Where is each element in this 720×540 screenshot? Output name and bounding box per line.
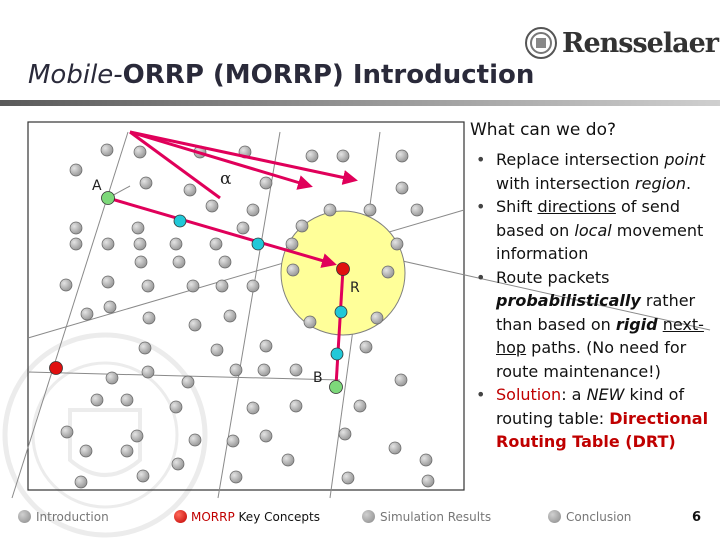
bullet-dot-icon: • bbox=[476, 150, 486, 169]
gray-node bbox=[91, 394, 103, 406]
gray-node bbox=[382, 266, 394, 278]
gray-node bbox=[260, 340, 272, 352]
nav-dot-icon bbox=[362, 510, 375, 523]
grid-line-1 bbox=[12, 132, 128, 498]
gray-node bbox=[342, 472, 354, 484]
gray-node bbox=[121, 394, 133, 406]
label-a: A bbox=[92, 178, 102, 194]
label-alpha: α bbox=[220, 169, 232, 189]
gray-node bbox=[360, 341, 372, 353]
teal-node-1 bbox=[174, 215, 186, 227]
gray-node bbox=[306, 150, 318, 162]
gray-node bbox=[219, 256, 231, 268]
gray-node bbox=[247, 280, 259, 292]
gray-node bbox=[420, 454, 432, 466]
gray-node bbox=[70, 238, 82, 250]
gray-node bbox=[60, 279, 72, 291]
gray-node bbox=[184, 184, 196, 196]
bullet-1: • Replace intersection point with intersection region. bbox=[476, 150, 706, 193]
gray-node bbox=[396, 150, 408, 162]
nav-introduction[interactable]: Introduction bbox=[36, 510, 109, 524]
nav-conclusion[interactable]: Conclusion bbox=[566, 510, 632, 524]
label-r: R bbox=[350, 280, 360, 296]
gray-node bbox=[396, 182, 408, 194]
gray-node bbox=[371, 312, 383, 324]
gray-node bbox=[260, 430, 272, 442]
bullet-dot-icon: • bbox=[476, 385, 486, 404]
gray-node bbox=[339, 428, 351, 440]
nav-dot-icon bbox=[18, 510, 31, 523]
nav-dot-icon bbox=[548, 510, 561, 523]
gray-node bbox=[389, 442, 401, 454]
gray-node bbox=[189, 319, 201, 331]
gray-node bbox=[170, 401, 182, 413]
gray-node bbox=[282, 454, 294, 466]
label-b: B bbox=[313, 370, 323, 386]
page-number: 6 bbox=[692, 510, 702, 525]
gray-node bbox=[172, 458, 184, 470]
gray-node bbox=[101, 144, 113, 156]
gray-node bbox=[227, 435, 239, 447]
gray-node bbox=[131, 430, 143, 442]
title-italic: Mobile- bbox=[28, 60, 123, 90]
gray-node bbox=[286, 238, 298, 250]
teal-node-4 bbox=[331, 348, 343, 360]
gray-node bbox=[247, 402, 259, 414]
gray-node bbox=[337, 150, 349, 162]
gray-node bbox=[70, 164, 82, 176]
title-bold: ORRP (MORRP) Introduction bbox=[122, 60, 535, 90]
gray-node bbox=[61, 426, 73, 438]
gray-node bbox=[296, 220, 308, 232]
gray-node bbox=[395, 374, 407, 386]
gray-node bbox=[102, 276, 114, 288]
teal-node-3 bbox=[335, 306, 347, 318]
gray-node bbox=[216, 280, 228, 292]
bullet-list bbox=[470, 148, 710, 454]
gray-node bbox=[81, 308, 93, 320]
gray-node bbox=[121, 445, 133, 457]
gray-node bbox=[189, 434, 201, 446]
gray-node bbox=[135, 256, 147, 268]
gray-node bbox=[137, 470, 149, 482]
gray-nodes bbox=[60, 144, 434, 488]
gray-node bbox=[260, 177, 272, 189]
gray-node bbox=[287, 264, 299, 276]
gray-node bbox=[230, 471, 242, 483]
node-b bbox=[330, 381, 343, 394]
gray-node bbox=[206, 200, 218, 212]
gray-node bbox=[182, 376, 194, 388]
footer-nav bbox=[0, 502, 720, 540]
nav-dot-active-icon bbox=[174, 510, 187, 523]
node-source-red bbox=[50, 362, 63, 375]
gray-node bbox=[391, 238, 403, 250]
bullet-2: • Shift directions of send based on local movement information bbox=[476, 197, 704, 263]
gray-node bbox=[80, 445, 92, 457]
gray-node bbox=[75, 476, 87, 488]
logo-word: Rensselaer bbox=[562, 28, 718, 59]
gray-node bbox=[173, 256, 185, 268]
gray-node bbox=[139, 342, 151, 354]
nav-key-concepts[interactable]: MORRP Key Concepts bbox=[191, 510, 320, 524]
gray-node bbox=[142, 280, 154, 292]
gray-node bbox=[290, 364, 302, 376]
gray-node bbox=[140, 177, 152, 189]
gray-node bbox=[211, 344, 223, 356]
gray-node bbox=[132, 222, 144, 234]
gray-node bbox=[237, 222, 249, 234]
gray-node bbox=[70, 222, 82, 234]
gray-node bbox=[187, 280, 199, 292]
gray-node bbox=[422, 475, 434, 487]
gray-node bbox=[258, 364, 270, 376]
gray-node bbox=[134, 238, 146, 250]
gray-node bbox=[247, 204, 259, 216]
gray-node bbox=[304, 316, 316, 328]
gray-node bbox=[411, 204, 423, 216]
gray-node bbox=[104, 301, 116, 313]
teal-node-2 bbox=[252, 238, 264, 250]
node-r bbox=[337, 263, 350, 276]
bullet-3: • Route packets probabilistically rather than based on rigid next-hop paths. (No need for route maintenance!) bbox=[476, 267, 704, 381]
bullet-4: • Solution: a NEW kind of routing table: Directional Routing Table (DRT) bbox=[476, 385, 709, 451]
gray-node bbox=[170, 238, 182, 250]
gray-node bbox=[106, 372, 118, 384]
gray-node bbox=[210, 238, 222, 250]
gray-node bbox=[290, 400, 302, 412]
gray-node bbox=[143, 312, 155, 324]
gray-node bbox=[364, 204, 376, 216]
gray-node bbox=[354, 400, 366, 412]
gray-node bbox=[134, 146, 146, 158]
nav-simulation-results[interactable]: Simulation Results bbox=[380, 510, 492, 524]
bullet-dot-icon: • bbox=[476, 197, 486, 216]
gray-node bbox=[324, 204, 336, 216]
gray-node bbox=[102, 238, 114, 250]
gray-node bbox=[230, 364, 242, 376]
panel-heading: What can we do? bbox=[470, 120, 616, 140]
bullet-dot-icon: • bbox=[476, 267, 486, 287]
gray-node bbox=[224, 310, 236, 322]
gray-node bbox=[142, 366, 154, 378]
node-a bbox=[102, 192, 115, 205]
